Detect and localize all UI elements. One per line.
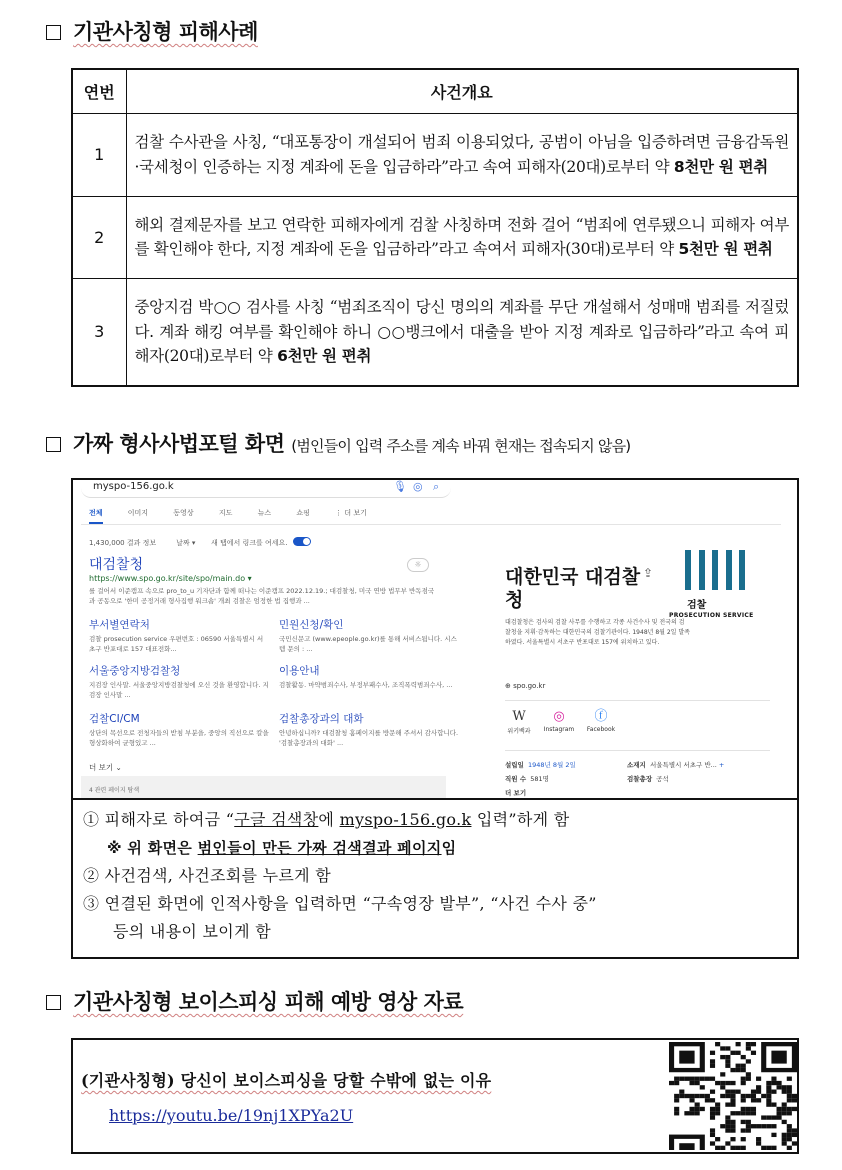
sitelink-title: 검찰총장과의 대화 — [279, 713, 364, 725]
video-title — [81, 1068, 491, 1091]
fake-search-screenshot — [71, 478, 799, 800]
search-query: myspo-156.go.k — [93, 481, 174, 492]
fact-value: 581명 — [530, 775, 549, 783]
sitelink-desc: 상단의 목선으로 전청자들의 받침 부분을, 중앙의 직선으로 칼을 형상화하여 균형있고 ... — [89, 729, 269, 747]
sitelink-title: 이용안내 — [279, 665, 320, 677]
section-heading-fake-portal — [46, 428, 630, 458]
case-text: 해외 결제문자를 보고 연락한 피해자에게 검찰 사칭하며 전화 걸어 “범죄에 연루됐으니 피해자 여부를 확인해야 한다, 지정 계좌에 돈을 입금하라”라고 속여서 피해자(30대)로부터 약 — [134, 215, 789, 258]
case-table — [71, 68, 799, 387]
case-amount: 8천만 원 편취 — [673, 157, 768, 176]
table-row — [72, 278, 798, 386]
tab-images: 이미지 — [127, 509, 149, 517]
table-header-row — [72, 69, 798, 113]
fact-value: 1948년 8월 2일 — [527, 761, 576, 769]
search-tabs — [89, 508, 390, 524]
related-pages-text: 4 관련 페이지 탐색 — [89, 787, 140, 794]
panel-more: 더 보기 — [505, 789, 527, 797]
result-meta — [89, 537, 311, 548]
step-1 — [83, 806, 787, 834]
sitelink-desc: 검찰 prosecution service 우편번호 : 06590 서울특별시 서초구 반포대로 157 대표전화... — [89, 635, 264, 653]
step-3: ③ 연결된 화면에 인적사항을 입력하면 “구속영장 발부”, “사건 수사 중” — [83, 894, 597, 913]
panel-description: 대검찰청은 검사의 검찰 사무를 수행하고 각종 사건수사 및 전국의 검찰청을 지휘·감독하는 대한민국의 검찰기관이다. 1948년 8월 2일 발족하였다. 서울특별시 서초구 반포대로 157에 위치하고 있다. — [505, 619, 690, 646]
sitelink — [279, 712, 459, 748]
fact-row — [505, 772, 770, 786]
section-title: 기관사칭형 보이스피싱 피해 예방 영상 자료 — [73, 990, 464, 1014]
fact-key: 소재지 — [627, 761, 646, 769]
fact-row — [505, 758, 770, 772]
checkbox-square-icon — [46, 995, 61, 1010]
lightbulb-icon: ☼ — [407, 558, 429, 572]
sitelink — [89, 712, 269, 748]
step-text: 입력”하게 함 — [471, 810, 570, 829]
warn-text: ※ 위 화면은 — [107, 839, 198, 857]
globe-icon: ⊕ — [505, 682, 511, 690]
video-title-text: (기관사칭형) 당신이 보이스피싱을 당할 수밖에 없는 이유 — [81, 1071, 492, 1090]
fact-value: 서울특별시 서초구 반... — [649, 761, 717, 769]
divider — [81, 524, 781, 525]
social-label: Instagram — [543, 726, 575, 733]
case-summary — [126, 113, 798, 196]
header-summary: 사건개요 — [126, 69, 798, 113]
logo-subtext: PROSECUTION SERVICE — [669, 612, 754, 619]
section-heading-video — [46, 986, 463, 1016]
case-text: 중앙지검 박○○ 검사를 사칭 “범죄조직이 당신 명의의 계좌를 무단 개설해서 성매매 범죄를 저질렀다. 계좌 해킹 여부를 확인해야 하니 ○○뱅크에서 대출을 받아 지정 계좌로 입금하라”라고 속여 피해자(20대)로부터 약 — [134, 298, 789, 365]
case-number: 3 — [72, 278, 126, 386]
case-number: 2 — [72, 196, 126, 278]
case-amount: 6천만 원 편취 — [277, 347, 372, 365]
section-title: 기관사칭형 피해사례 — [73, 20, 258, 44]
sitelink — [89, 618, 269, 654]
case-summary — [126, 196, 798, 278]
tab-maps: 지도 — [218, 509, 233, 517]
case-text: 검찰 수사관을 사칭, “대포통장이 개설되어 범죄 이용되었다, 공범이 아님을 입증하려면 금융감독원·국세청이 인증하는 지정 계좌에 돈을 입금하라”라고 속여 피해자(20대)로부터 약 — [134, 133, 789, 176]
video-box — [71, 1038, 799, 1154]
panel-site-text: spo.go.kr — [513, 682, 546, 690]
tab-more: ⋮ 더 보기 — [335, 509, 367, 517]
sitelink — [89, 664, 269, 700]
expand-icon: + — [718, 761, 725, 769]
facebook-icon: ⓕ — [594, 709, 608, 724]
table-row — [72, 113, 798, 196]
divider — [505, 750, 770, 751]
steps-box — [71, 798, 799, 959]
sitelink-desc: 안녕하십니까? 대검찰청 홈페이지를 방문해 주셔서 감사합니다. '검찰총장과의 대화' ... — [279, 729, 459, 747]
social-label: 위키백과 — [507, 728, 531, 735]
panel-site — [505, 682, 545, 690]
tab-all: 전체 — [89, 508, 103, 524]
sitelink-title: 서울중앙지방검찰청 — [89, 665, 181, 677]
sitelink — [279, 618, 459, 654]
checkbox-square-icon — [46, 25, 61, 40]
fact-value: 공석 — [656, 775, 669, 783]
tab-news: 뉴스 — [257, 509, 272, 517]
video-link[interactable]: https://youtu.be/19nj1XPYa2U — [109, 1106, 354, 1125]
microphone-icon: 🎙 — [393, 480, 407, 493]
result-url: https://www.spo.go.kr/site/spo/main.do ▾ — [89, 574, 252, 583]
date-filter: 날짜 ▾ — [176, 539, 196, 547]
wikipedia-icon: W — [512, 709, 526, 724]
tab-shopping: 쇼핑 — [296, 509, 310, 517]
step-text: ① 피해자로 하여금 “ — [83, 810, 235, 829]
prosecution-logo — [669, 550, 754, 630]
result-description: 를 걸어서 이준캠프 속으로 pro_to_u 기자단과 함께 떠나는 이준캠프 2022.12.19.; 대검찰청, 미국 연방 법무부 반독점국과 공동으로 '한미 공정거래 형사집행 워크숍' 개최 검찰은 엄정한 법 집행과 ... — [89, 587, 435, 605]
sitelink — [279, 664, 459, 690]
related-pages-bar — [81, 776, 446, 800]
result-title: 대검찰청 — [89, 557, 144, 573]
more-results: 더 보기 ⌄ — [89, 763, 122, 772]
fact-key: 직원 수 — [505, 775, 527, 783]
checkbox-square-icon — [46, 437, 61, 452]
warning-note — [83, 834, 787, 862]
warn-underline: 범인들이 만든 가짜 검색결과 페이지 — [197, 839, 442, 857]
panel-facts — [505, 758, 770, 800]
result-count: 1,430,000 결과 정보 — [89, 539, 157, 547]
panel-title: 대한민국 대검찰청 — [505, 566, 641, 611]
lens-icon: ◎ — [413, 480, 423, 493]
social-instagram — [539, 708, 579, 733]
share-icon: ⇪ — [643, 566, 654, 580]
section-title: 가짜 형사사법포털 화면 — [73, 432, 285, 456]
sitelink-desc: 국민신문고 (www.epeople.go.kr)를 통해 서비스됩니다. 시스템 문의 : ... — [279, 635, 457, 653]
fact-key: 설립일 — [505, 761, 524, 769]
search-bar — [81, 480, 451, 498]
social-label: Facebook — [586, 726, 616, 733]
logo-bars-icon — [685, 550, 745, 590]
social-facebook — [581, 708, 621, 733]
sitelink-desc: 검찰활동. 마약범죄수사, 부정부패수사, 조직폭력범죄수사, ... — [279, 681, 453, 689]
header-number: 연번 — [72, 69, 126, 113]
new-tab-text: 새 탭에서 링크를 여세요. — [211, 539, 288, 547]
case-number: 1 — [72, 113, 126, 196]
step-3-continued: 등의 내용이 보이게 함 — [113, 922, 271, 941]
logo-text: 검찰 — [687, 600, 707, 611]
toggle-switch — [293, 537, 311, 546]
step-text: 에 — [318, 810, 340, 829]
sitelink-title: 검찰CI/CM — [89, 713, 140, 725]
step-url: myspo-156.go.k — [339, 810, 472, 829]
search-icon: ⌕ — [433, 480, 440, 493]
fact-key: 검찰총장 — [627, 775, 653, 783]
step-underline: 구글 검색창 — [234, 810, 319, 829]
sitelink-title: 민원신청/확인 — [279, 619, 344, 631]
section-heading-cases — [46, 16, 258, 46]
divider — [505, 700, 770, 701]
case-amount: 5천만 원 편취 — [678, 240, 773, 258]
qr-code-icon[interactable] — [669, 1042, 797, 1150]
section-note: (범인들이 입력 주소를 계속 바꿔 현재는 접속되지 않음) — [291, 437, 631, 455]
sitelink-desc: 지검장 인사말. 서울중앙지방검찰청에 오신 것을 환영합니다. 지검장 인사말 ... — [89, 681, 269, 699]
sitelink-title: 부서별연락처 — [89, 619, 150, 631]
social-wikipedia — [499, 708, 539, 735]
step-2: ② 사건검색, 사건조회를 누르게 함 — [83, 866, 332, 885]
warn-text: 임 — [441, 839, 457, 857]
case-summary — [126, 278, 798, 386]
instagram-icon: ◎ — [553, 709, 565, 724]
tab-videos: 동영상 — [173, 509, 194, 517]
table-row — [72, 196, 798, 278]
